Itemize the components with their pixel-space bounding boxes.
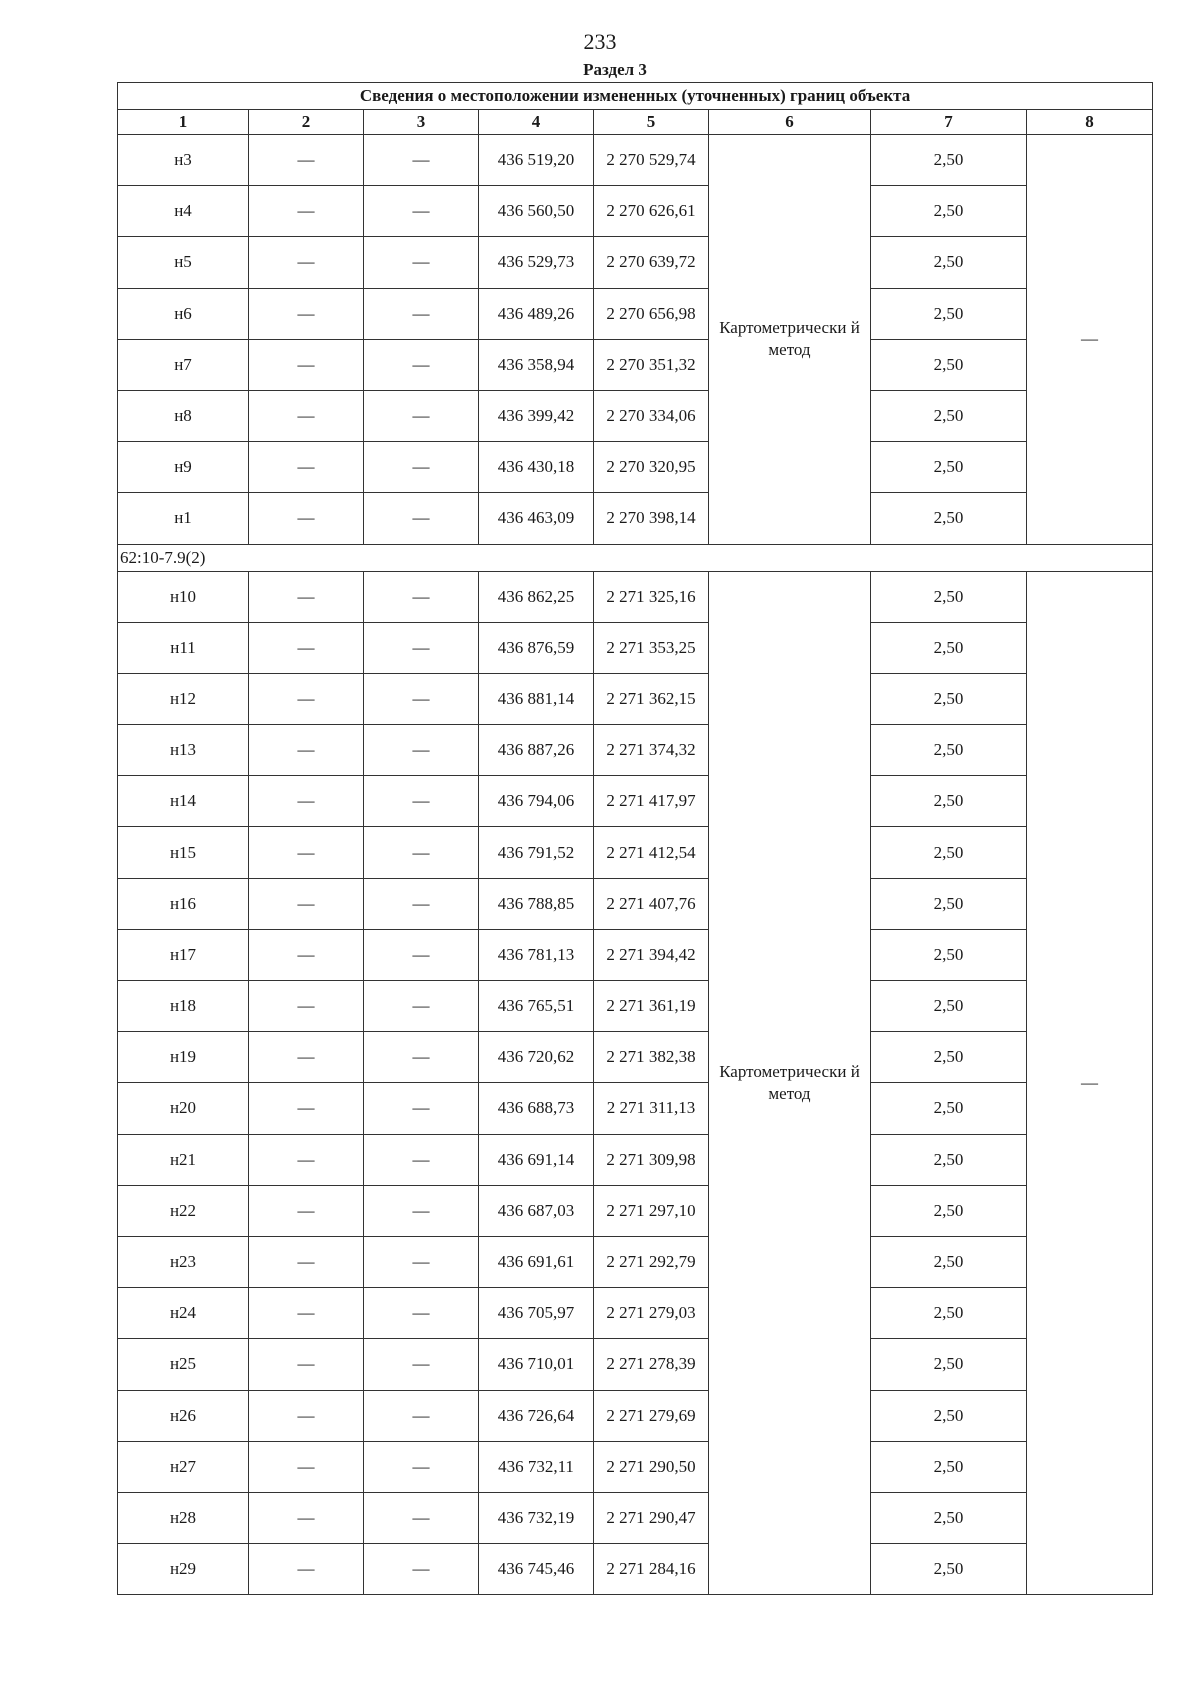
x-coordinate-cell: 436 887,26 <box>479 725 594 776</box>
column-3-cell: — <box>364 1134 479 1185</box>
x-coordinate-cell: 436 781,13 <box>479 929 594 980</box>
y-coordinate-cell: 2 271 417,97 <box>594 776 709 827</box>
table-caption: Сведения о местоположении измененных (уточненных) границ объекта <box>118 83 1153 110</box>
column-3-cell: — <box>364 288 479 339</box>
x-coordinate-cell: 436 791,52 <box>479 827 594 878</box>
x-coordinate-cell: 436 765,51 <box>479 981 594 1032</box>
point-id-cell: н25 <box>118 1339 249 1390</box>
table-row <box>118 571 1153 622</box>
accuracy-cell: 2,50 <box>871 776 1027 827</box>
column-3-cell: — <box>364 1236 479 1287</box>
column-number: 3 <box>364 110 479 135</box>
table-row <box>118 1134 1153 1185</box>
column-3-cell: — <box>364 186 479 237</box>
point-id-cell: н27 <box>118 1441 249 1492</box>
column-2-cell: — <box>249 390 364 441</box>
column-3-cell: — <box>364 878 479 929</box>
column-number: 5 <box>594 110 709 135</box>
column-2-cell: — <box>249 1032 364 1083</box>
x-coordinate-cell: 436 710,01 <box>479 1339 594 1390</box>
table-row <box>118 237 1153 288</box>
table-row <box>118 1288 1153 1339</box>
y-coordinate-cell: 2 271 311,13 <box>594 1083 709 1134</box>
x-coordinate-cell: 436 788,85 <box>479 878 594 929</box>
point-id-cell: н5 <box>118 237 249 288</box>
x-coordinate-cell: 436 560,50 <box>479 186 594 237</box>
accuracy-cell: 2,50 <box>871 1083 1027 1134</box>
y-coordinate-cell: 2 270 626,61 <box>594 186 709 237</box>
column-2-cell: — <box>249 1544 364 1595</box>
column-2-cell: — <box>249 929 364 980</box>
column-3-cell: — <box>364 1544 479 1595</box>
column-3-cell: — <box>364 981 479 1032</box>
x-coordinate-cell: 436 881,14 <box>479 673 594 724</box>
x-coordinate-cell: 436 745,46 <box>479 1544 594 1595</box>
column-number: 4 <box>479 110 594 135</box>
column-3-cell: — <box>364 571 479 622</box>
accuracy-cell: 2,50 <box>871 1339 1027 1390</box>
table-row <box>118 339 1153 390</box>
x-coordinate-cell: 436 691,14 <box>479 1134 594 1185</box>
y-coordinate-cell: 2 271 361,19 <box>594 981 709 1032</box>
point-id-cell: н15 <box>118 827 249 878</box>
column-2-cell: — <box>249 1083 364 1134</box>
y-coordinate-cell: 2 271 407,76 <box>594 878 709 929</box>
column-3-cell: — <box>364 673 479 724</box>
x-coordinate-cell: 436 691,61 <box>479 1236 594 1287</box>
table-row <box>118 1492 1153 1543</box>
column-2-cell: — <box>249 1339 364 1390</box>
column-2-cell: — <box>249 725 364 776</box>
column-2-cell: — <box>249 339 364 390</box>
point-id-cell: н7 <box>118 339 249 390</box>
column-2-cell: — <box>249 1185 364 1236</box>
point-id-cell: н12 <box>118 673 249 724</box>
column-2-cell: — <box>249 1441 364 1492</box>
table-row <box>118 390 1153 441</box>
y-coordinate-cell: 2 271 279,03 <box>594 1288 709 1339</box>
table-row <box>118 1390 1153 1441</box>
column-2-cell: — <box>249 571 364 622</box>
y-coordinate-cell: 2 270 398,14 <box>594 493 709 544</box>
column-2-cell: — <box>249 1492 364 1543</box>
accuracy-cell: 2,50 <box>871 981 1027 1032</box>
table-row <box>118 622 1153 673</box>
accuracy-cell: 2,50 <box>871 622 1027 673</box>
column-3-cell: — <box>364 929 479 980</box>
point-id-cell: н13 <box>118 725 249 776</box>
y-coordinate-cell: 2 271 278,39 <box>594 1339 709 1390</box>
point-id-cell: н17 <box>118 929 249 980</box>
note-cell: — <box>1027 571 1153 1595</box>
table-row <box>118 1083 1153 1134</box>
point-id-cell: н6 <box>118 288 249 339</box>
point-id-cell: н10 <box>118 571 249 622</box>
point-id-cell: н18 <box>118 981 249 1032</box>
y-coordinate-cell: 2 271 374,32 <box>594 725 709 776</box>
point-id-cell: н4 <box>118 186 249 237</box>
column-2-cell: — <box>249 288 364 339</box>
table-row <box>118 1185 1153 1236</box>
table-row <box>118 725 1153 776</box>
page-number: 233 <box>583 29 617 54</box>
section-title: Раздел 3 <box>583 60 647 79</box>
accuracy-cell: 2,50 <box>871 288 1027 339</box>
table-row <box>118 981 1153 1032</box>
x-coordinate-cell: 436 732,19 <box>479 1492 594 1543</box>
boundary-coordinates-table <box>117 82 1153 1595</box>
x-coordinate-cell: 436 399,42 <box>479 390 594 441</box>
column-3-cell: — <box>364 1339 479 1390</box>
column-2-cell: — <box>249 776 364 827</box>
x-coordinate-cell: 436 519,20 <box>479 135 594 186</box>
x-coordinate-cell: 436 463,09 <box>479 493 594 544</box>
point-id-cell: н19 <box>118 1032 249 1083</box>
column-3-cell: — <box>364 1032 479 1083</box>
x-coordinate-cell: 436 876,59 <box>479 622 594 673</box>
column-3-cell: — <box>364 1185 479 1236</box>
accuracy-cell: 2,50 <box>871 339 1027 390</box>
accuracy-cell: 2,50 <box>871 1390 1027 1441</box>
accuracy-cell: 2,50 <box>871 571 1027 622</box>
column-2-cell: — <box>249 135 364 186</box>
column-2-cell: — <box>249 622 364 673</box>
column-3-cell: — <box>364 493 479 544</box>
column-2-cell: — <box>249 878 364 929</box>
point-id-cell: н1 <box>118 493 249 544</box>
column-2-cell: — <box>249 827 364 878</box>
column-2-cell: — <box>249 673 364 724</box>
accuracy-cell: 2,50 <box>871 1185 1027 1236</box>
column-2-cell: — <box>249 981 364 1032</box>
table-caption-row <box>118 83 1153 110</box>
accuracy-cell: 2,50 <box>871 929 1027 980</box>
method-cell: Картометрически й метод <box>709 135 871 545</box>
x-coordinate-cell: 436 687,03 <box>479 1185 594 1236</box>
x-coordinate-cell: 436 358,94 <box>479 339 594 390</box>
table-row <box>118 878 1153 929</box>
method-cell: Картометрически й метод <box>709 571 871 1595</box>
column-3-cell: — <box>364 622 479 673</box>
y-coordinate-cell: 2 271 290,50 <box>594 1441 709 1492</box>
column-number-row <box>118 110 1153 135</box>
point-id-cell: н26 <box>118 1390 249 1441</box>
column-3-cell: — <box>364 237 479 288</box>
column-number: 6 <box>709 110 871 135</box>
point-id-cell: н20 <box>118 1083 249 1134</box>
column-2-cell: — <box>249 1390 364 1441</box>
point-id-cell: н22 <box>118 1185 249 1236</box>
table-row <box>118 776 1153 827</box>
point-id-cell: н21 <box>118 1134 249 1185</box>
point-id-cell: н29 <box>118 1544 249 1595</box>
accuracy-cell: 2,50 <box>871 442 1027 493</box>
table-row <box>118 493 1153 544</box>
point-id-cell: н24 <box>118 1288 249 1339</box>
column-2-cell: — <box>249 186 364 237</box>
y-coordinate-cell: 2 270 529,74 <box>594 135 709 186</box>
y-coordinate-cell: 2 271 279,69 <box>594 1390 709 1441</box>
accuracy-cell: 2,50 <box>871 186 1027 237</box>
column-3-cell: — <box>364 827 479 878</box>
column-2-cell: — <box>249 1288 364 1339</box>
table-row <box>118 827 1153 878</box>
x-coordinate-cell: 436 688,73 <box>479 1083 594 1134</box>
column-number: 7 <box>871 110 1027 135</box>
column-3-cell: — <box>364 1441 479 1492</box>
column-3-cell: — <box>364 135 479 186</box>
accuracy-cell: 2,50 <box>871 725 1027 776</box>
column-number: 1 <box>118 110 249 135</box>
table-row <box>118 1339 1153 1390</box>
accuracy-cell: 2,50 <box>871 1236 1027 1287</box>
point-id-cell: н16 <box>118 878 249 929</box>
accuracy-cell: 2,50 <box>871 1032 1027 1083</box>
table-row <box>118 673 1153 724</box>
y-coordinate-cell: 2 271 297,10 <box>594 1185 709 1236</box>
table-row <box>118 1032 1153 1083</box>
point-id-cell: н28 <box>118 1492 249 1543</box>
column-2-cell: — <box>249 237 364 288</box>
y-coordinate-cell: 2 271 292,79 <box>594 1236 709 1287</box>
y-coordinate-cell: 2 270 656,98 <box>594 288 709 339</box>
group-label-row <box>118 544 1153 571</box>
accuracy-cell: 2,50 <box>871 1134 1027 1185</box>
group-label: 62:10-7.9(2) <box>118 544 1153 571</box>
column-3-cell: — <box>364 339 479 390</box>
column-3-cell: — <box>364 1083 479 1134</box>
column-2-cell: — <box>249 1236 364 1287</box>
accuracy-cell: 2,50 <box>871 1492 1027 1543</box>
table-row <box>118 929 1153 980</box>
x-coordinate-cell: 436 794,06 <box>479 776 594 827</box>
column-3-cell: — <box>364 1288 479 1339</box>
y-coordinate-cell: 2 271 353,25 <box>594 622 709 673</box>
table-row <box>118 288 1153 339</box>
column-2-cell: — <box>249 442 364 493</box>
x-coordinate-cell: 436 705,97 <box>479 1288 594 1339</box>
x-coordinate-cell: 436 489,26 <box>479 288 594 339</box>
y-coordinate-cell: 2 271 309,98 <box>594 1134 709 1185</box>
column-2-cell: — <box>249 1134 364 1185</box>
y-coordinate-cell: 2 270 639,72 <box>594 237 709 288</box>
x-coordinate-cell: 436 726,64 <box>479 1390 594 1441</box>
accuracy-cell: 2,50 <box>871 878 1027 929</box>
point-id-cell: н11 <box>118 622 249 673</box>
y-coordinate-cell: 2 270 320,95 <box>594 442 709 493</box>
accuracy-cell: 2,50 <box>871 673 1027 724</box>
column-number: 8 <box>1027 110 1153 135</box>
column-3-cell: — <box>364 776 479 827</box>
x-coordinate-cell: 436 862,25 <box>479 571 594 622</box>
x-coordinate-cell: 436 720,62 <box>479 1032 594 1083</box>
table-row <box>118 186 1153 237</box>
y-coordinate-cell: 2 271 412,54 <box>594 827 709 878</box>
accuracy-cell: 2,50 <box>871 827 1027 878</box>
x-coordinate-cell: 436 529,73 <box>479 237 594 288</box>
table-row <box>118 1441 1153 1492</box>
y-coordinate-cell: 2 271 284,16 <box>594 1544 709 1595</box>
column-2-cell: — <box>249 493 364 544</box>
point-id-cell: н9 <box>118 442 249 493</box>
column-3-cell: — <box>364 390 479 441</box>
column-3-cell: — <box>364 1390 479 1441</box>
note-cell: — <box>1027 135 1153 545</box>
column-3-cell: — <box>364 442 479 493</box>
column-3-cell: — <box>364 725 479 776</box>
table-row <box>118 1544 1153 1595</box>
point-id-cell: н14 <box>118 776 249 827</box>
table-row <box>118 1236 1153 1287</box>
y-coordinate-cell: 2 270 351,32 <box>594 339 709 390</box>
accuracy-cell: 2,50 <box>871 237 1027 288</box>
point-id-cell: н8 <box>118 390 249 441</box>
table-body <box>118 83 1153 1595</box>
x-coordinate-cell: 436 732,11 <box>479 1441 594 1492</box>
y-coordinate-cell: 2 271 325,16 <box>594 571 709 622</box>
column-number: 2 <box>249 110 364 135</box>
accuracy-cell: 2,50 <box>871 135 1027 186</box>
y-coordinate-cell: 2 271 290,47 <box>594 1492 709 1543</box>
column-3-cell: — <box>364 1492 479 1543</box>
point-id-cell: н23 <box>118 1236 249 1287</box>
y-coordinate-cell: 2 271 382,38 <box>594 1032 709 1083</box>
y-coordinate-cell: 2 271 394,42 <box>594 929 709 980</box>
table-row <box>118 442 1153 493</box>
accuracy-cell: 2,50 <box>871 1544 1027 1595</box>
accuracy-cell: 2,50 <box>871 493 1027 544</box>
y-coordinate-cell: 2 271 362,15 <box>594 673 709 724</box>
accuracy-cell: 2,50 <box>871 1441 1027 1492</box>
x-coordinate-cell: 436 430,18 <box>479 442 594 493</box>
y-coordinate-cell: 2 270 334,06 <box>594 390 709 441</box>
table-row <box>118 135 1153 186</box>
accuracy-cell: 2,50 <box>871 1288 1027 1339</box>
point-id-cell: н3 <box>118 135 249 186</box>
accuracy-cell: 2,50 <box>871 390 1027 441</box>
